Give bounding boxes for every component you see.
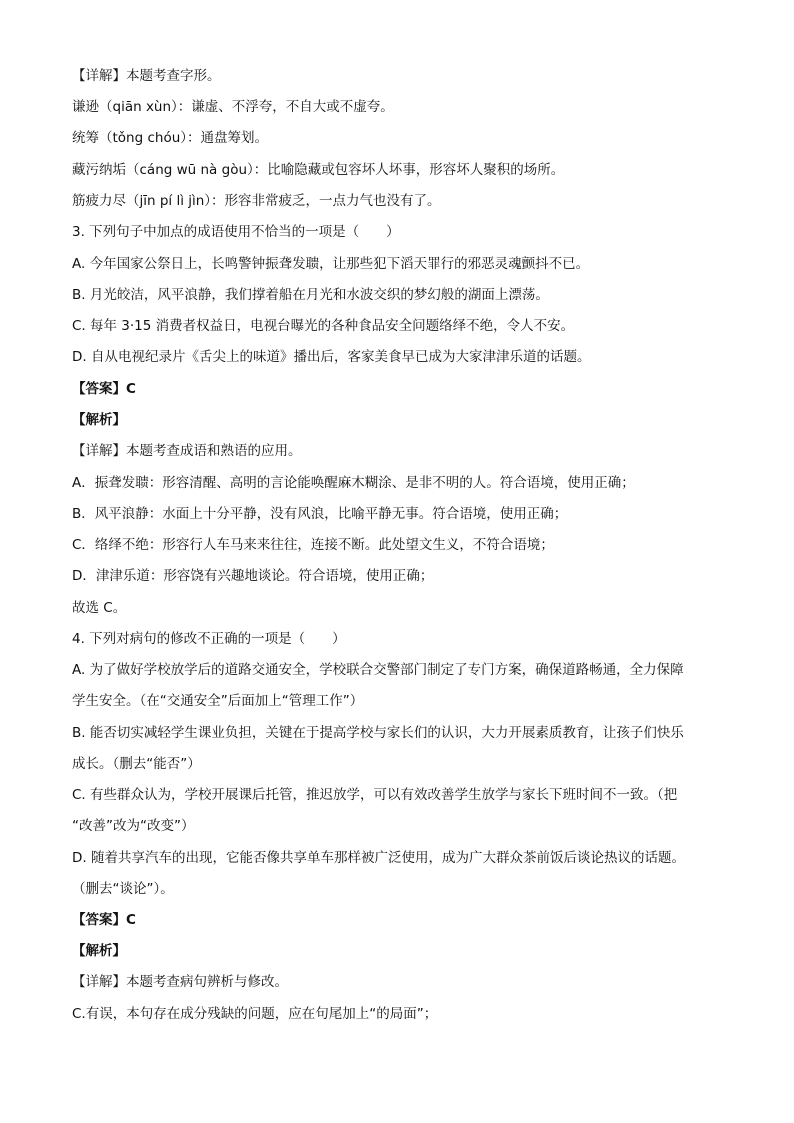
- text-line: D．津津乐道：形容饶有兴趣地谈论。符合语境，使用正确；: [72, 568, 434, 584]
- answer-label: 【答案】C: [72, 381, 136, 397]
- question-3-option-d: D. 自从电视纪录片《舌尖上的味道》播出后，客家美食早已成为大家津津乐道的话题。: [72, 349, 591, 365]
- question-3-option-b: B. 月光皎洁，风平浪静，我们撑着船在月光和水波交织的梦幻般的湖面上漂荡。: [72, 287, 549, 303]
- analysis-label: 【解析】: [72, 943, 126, 959]
- text-line: A．振聋发聩：形容清醒、高明的言论能唤醒麻木糊涂、是非不明的人。符合语境，使用正确；: [72, 475, 635, 491]
- question-4-option-c: C. 有些群众认为，学校开展课后托管，推迟放学，可以有效改善学生放学与家长下班时间不一致。（把: [72, 787, 678, 803]
- analysis-label: 【解析】: [72, 412, 126, 428]
- text-line: 谦逊（qiān xùn）：谦虚、不浮夸，不自大或不虚夸。: [72, 99, 394, 115]
- text-line: B．风平浪静：水面上十分平静，没有风浪，比喻平静无事。符合语境，使用正确；: [72, 506, 568, 522]
- text-line: C．络绎不绝：形容行人车马来来往往，连接不断。此处望文生义，不符合语境；: [72, 537, 554, 553]
- question-4-option-b: B. 能否切实减轻学生课业负担，关键在于提高学校与家长们的认识，大力开展素质教育，让孩子们快乐: [72, 725, 684, 741]
- question-4-option-c-cont: “改善”改为“改变”）: [72, 818, 195, 834]
- text-line: 统筹（tǒng chóu）：通盘筹划。: [72, 130, 269, 146]
- question-4-option-d-cont: （删去“谈论”）。: [72, 881, 174, 897]
- question-3-option-c: C. 每年 3·15 消费者权益日，电视台曝光的各种食品安全问题络绎不绝，令人不安。: [72, 318, 575, 334]
- question-4-option-d: D. 随着共享汽车的出现，它能否像共享单车那样被广泛使用，成为广大群众茶前饭后谈论热议的话题。: [72, 850, 685, 866]
- question-3-stem: 3. 下列句子中加点的成语使用不恰当的一项是（ ）: [72, 224, 400, 240]
- text-line: 【详解】本题考查字形。: [72, 68, 221, 84]
- text-line: 故选 C。: [72, 600, 127, 616]
- text-line: 藏污纳垢（cáng wū nà gòu）：比喻隐藏或包容坏人坏事，形容坏人聚积的场所。: [72, 162, 565, 178]
- question-4-option-a-cont: 学生安全。（在“交通安全”后面加上“管理工作”）: [72, 693, 364, 709]
- text-line: C.有误，本句存在成分残缺的问题，应在句尾加上“的局面”；: [72, 1006, 438, 1022]
- question-4-stem: 4. 下列对病句的修改不正确的一项是（ ）: [72, 631, 346, 647]
- text-line: 【详解】本题考查病句辨析与修改。: [72, 974, 288, 990]
- text-line: 筋疲力尽（jīn pí lì jìn）：形容非常疲乏，一点力气也没有了。: [72, 193, 441, 209]
- question-4-option-b-cont: 成长。（删去“能否”）: [72, 756, 201, 772]
- text-line: 【详解】本题考查成语和熟语的应用。: [72, 443, 302, 459]
- question-3-option-a: A. 今年国家公祭日上，长鸣警钟振聋发聩，让那些犯下滔天罪行的邪恶灵魂颤抖不已。: [72, 256, 590, 272]
- question-4-option-a: A. 为了做好学校放学后的道路交通安全，学校联合交警部门制定了专门方案，确保道路畅通，全力保障: [72, 662, 684, 678]
- answer-label: 【答案】C: [72, 912, 136, 928]
